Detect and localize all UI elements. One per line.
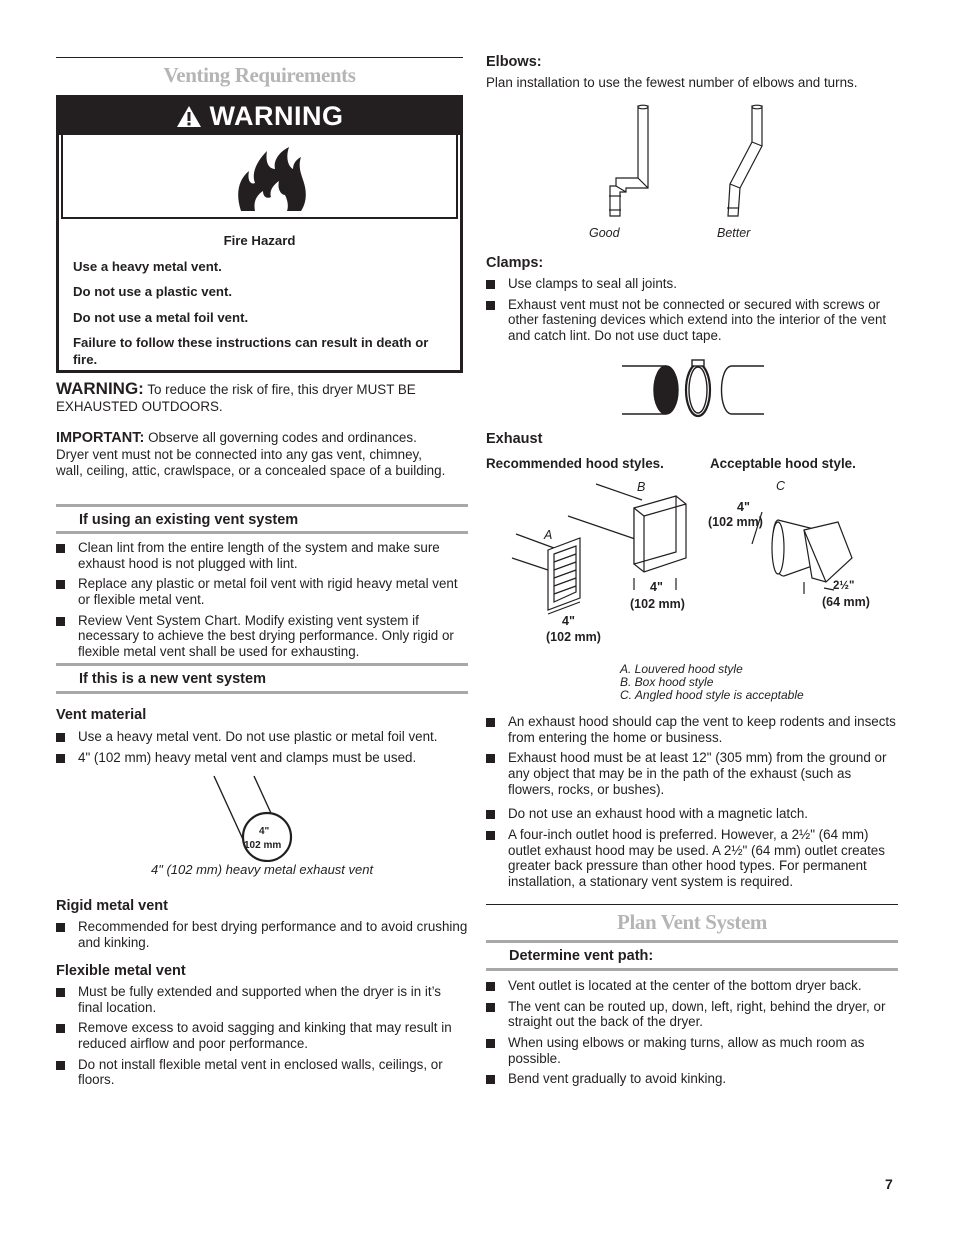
important-paragraph: [56, 430, 451, 479]
existing-vent-heading: If using an existing vent system: [56, 504, 468, 534]
elbow-diagram: [576, 104, 796, 220]
important-text: Observe all governing codes and ordinances. Dryer vent must not be connected into any gas vent, chimney, wall, ceiling, attic, crawlspace, or a concealed space of a building.: [56, 430, 446, 478]
list-item: Remove excess to avoid sagging and kinking that may result in reduced airflow and poor performance.: [56, 1020, 468, 1051]
list-item: Use clamps to seal all joints.: [486, 276, 898, 292]
list-item: Exhaust vent must not be connected or secured with screws or other fastening devices which extend into the interior of the vent and catch lint. Do not use duct tape.: [486, 297, 898, 344]
hood-b-inch: 4": [650, 580, 663, 594]
exhaust-heading: Exhaust: [486, 431, 543, 447]
list-item: A four-inch outlet hood is preferred. However, a 2½" (64 mm) outlet exhaust hood may be used. A 2½" (64 mm) outlet creates greater back pressure than other hood types. For permanent installation, a stationary vent system is required.: [486, 827, 898, 890]
elbows-heading: Elbows:: [486, 54, 542, 70]
warning-line: Use a heavy metal vent.: [73, 258, 222, 274]
elbow-better-label: Better: [717, 226, 751, 240]
clamps-heading: Clamps:: [486, 255, 544, 271]
top-rule: [56, 57, 463, 58]
list-item: Must be fully extended and supported when the dryer is in it’s final location.: [56, 984, 468, 1015]
vent-figure-mm-label: 102 mm: [244, 840, 282, 851]
list-item: Review Vent System Chart. Modify existing vent system if necessary to achieve the best drying performance. Only rigid or flexible metal vent shall be used for exhausting.: [56, 613, 468, 660]
fire-warning-box: [56, 95, 463, 373]
warning-paragraph: [56, 379, 456, 415]
warning-label: WARNING:: [56, 379, 144, 398]
hood-legend-item: C. Angled hood style is acceptable: [620, 688, 804, 703]
rigid-vent-list: [56, 919, 468, 950]
list-item: Exhaust hood must be at least 12" (305 mm) from the ground or any object that may be in the path of the exhaust (such as flowers, rocks, or bushes).: [486, 750, 898, 797]
hood-legend-item: B. Box hood style: [620, 675, 714, 690]
fire-pictogram: [61, 135, 458, 219]
page-number: 7: [885, 1176, 893, 1192]
warning-line: Do not use a metal foil vent.: [73, 309, 249, 325]
elbow-good-label: Good: [589, 226, 620, 240]
list-item: Clean lint from the entire length of the system and make sure exhaust hood is not plugged with lint.: [56, 540, 468, 571]
vent-path-list: [486, 978, 898, 1087]
hood-legend: [620, 663, 804, 703]
hood-c-mm: (102 mm): [708, 515, 763, 529]
hood-b-mm: (102 mm): [630, 597, 685, 611]
vent-figure-caption: 4" (102 mm) heavy metal exhaust vent: [151, 862, 374, 877]
hood-c-inch: 4": [737, 500, 750, 514]
vent-material-list: [56, 729, 468, 765]
list-item: An exhaust hood should cap the vent to keep rodents and insects from entering the home or business.: [486, 714, 898, 745]
list-item: When using elbows or making turns, allow as much room as possible.: [486, 1035, 898, 1066]
vent-path-heading: Determine vent path:: [486, 940, 898, 971]
recommended-label: Recommended hood styles.: [486, 456, 664, 471]
hood-a-inch: 4": [562, 614, 575, 628]
hood-styles-diagram: [508, 478, 868, 628]
elbows-text: Plan installation to use the fewest number of elbows and turns.: [486, 75, 858, 90]
hood-a-letter: A: [544, 528, 553, 542]
fire-icon: [233, 143, 313, 213]
warning-text-block: [59, 219, 460, 368]
warning-header-text: WARNING: [209, 100, 344, 131]
list-item: 4" (102 mm) heavy metal vent and clamps must be used.: [56, 750, 468, 766]
hood-c2-mm: (64 mm): [822, 595, 870, 609]
list-item: Vent outlet is located at the center of the bottom dryer back.: [486, 978, 898, 994]
section-title-plan: Plan Vent System: [617, 910, 767, 934]
list-item: Bend vent gradually to avoid kinking.: [486, 1071, 898, 1087]
section-title-venting: Venting Requirements: [163, 63, 356, 87]
warning-line: Do not use a plastic vent.: [73, 284, 233, 299]
flexible-vent-list: [56, 984, 468, 1088]
list-item: Replace any plastic or metal foil vent with rigid heavy metal vent or flexible metal vent.: [56, 576, 468, 607]
plan-section-rule: [486, 904, 898, 905]
acceptable-label: Acceptable hood style.: [710, 456, 856, 471]
clamps-list: [486, 276, 898, 344]
clamp-diagram: [618, 356, 768, 420]
list-item: Do not install flexible metal vent in enclosed walls, ceilings, or floors.: [56, 1057, 468, 1088]
hood-c2-inch: 2½": [833, 580, 855, 592]
list-item: Recommended for best drying performance and to avoid crushing and kinking.: [56, 919, 468, 950]
important-label: IMPORTANT:: [56, 430, 145, 446]
vent-material-heading: Vent material: [56, 707, 147, 723]
hood-a-mm: (102 mm): [546, 630, 601, 644]
list-item: Use a heavy metal vent. Do not use plastic or metal foil vent.: [56, 729, 468, 745]
exhaust-list: [486, 714, 898, 890]
vent-figure-inch-label: 4": [259, 826, 270, 837]
rigid-vent-heading: Rigid metal vent: [56, 898, 168, 914]
list-item: The vent can be routed up, down, left, right, behind the dryer, or straight out the back of the dryer.: [486, 999, 898, 1030]
hood-c-letter: C: [776, 479, 786, 493]
list-item: Do not use an exhaust hood with a magnetic latch.: [486, 806, 898, 822]
flexible-vent-heading: Flexible metal vent: [56, 963, 186, 979]
warning-triangle-icon: [176, 105, 202, 128]
hood-legend-item: A. Louvered hood style: [620, 662, 743, 676]
new-vent-heading: If this is a new vent system: [56, 663, 468, 694]
hood-b-letter: B: [637, 480, 646, 494]
warning-paragraph-text: To reduce the risk of fire, this dryer MUST BE EXHAUSTED OUTDOORS.: [56, 382, 416, 415]
existing-vent-list: [56, 540, 468, 660]
warning-header: [59, 98, 460, 135]
hazard-title: Fire Hazard: [223, 233, 296, 248]
warning-line: Failure to follow these instructions can result in death or fire.: [73, 335, 429, 367]
